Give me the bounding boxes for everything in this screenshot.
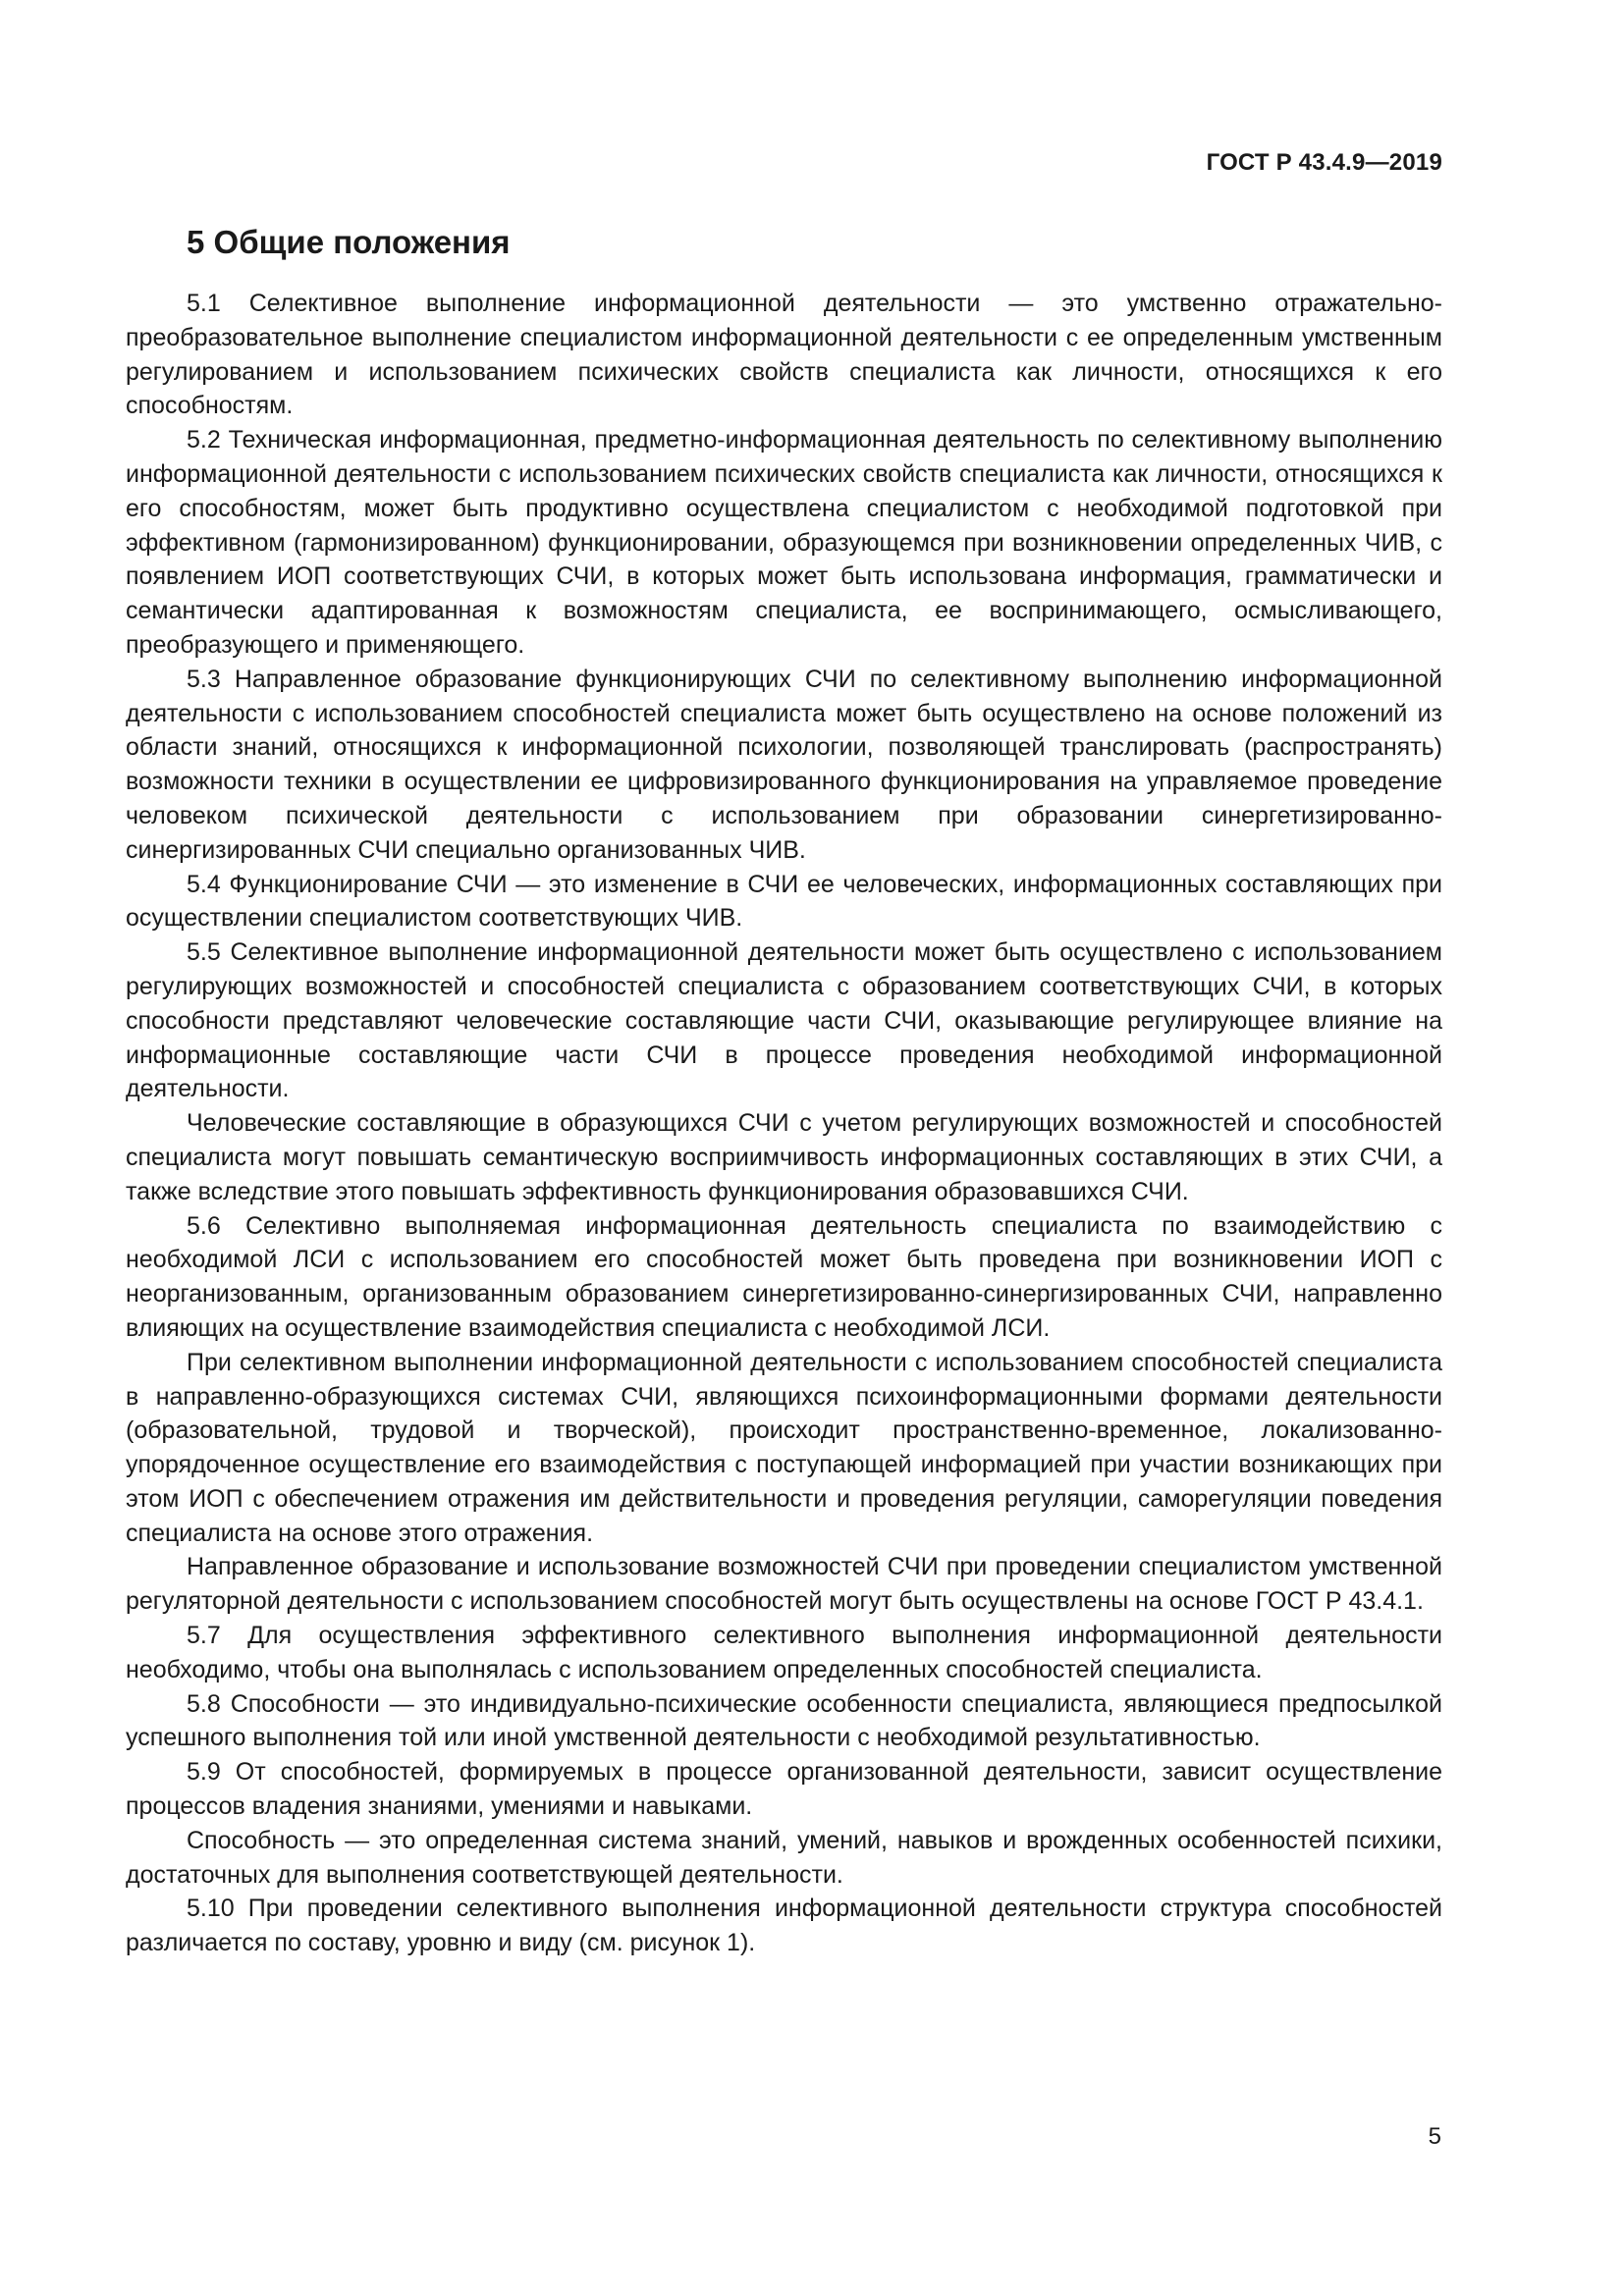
document-header: ГОСТ Р 43.4.9—2019: [1206, 149, 1442, 176]
paragraph-5-4: 5.4 Функционирование СЧИ — это изменение в СЧИ ее человеческих, информационных составляющих при осуществлении специалистом соответствующих ЧИВ.: [126, 870, 1442, 933]
paragraph-5-5-continued: Человеческие составляющие в образующихся СЧИ с учетом регулирующих возможностей и способностей специалиста могут повышать семантическую восприимчивость информационных составляющих в этих СЧИ, а также вследствие этого повышать эффективность функционирования образовавшихся СЧИ.: [126, 1109, 1442, 1205]
paragraph-5-6-continued-1: При селективном выполнении информационной деятельности с использованием способностей специалиста в направленно-образующихся системах СЧИ, являющихся психоинформационными формами деятельности (образовательной, трудовой и творческой), происходит пространственно-временное, локализованно-упорядоченное осуществление его взаимодействия с поступающей информацией при участии возникающих при этом ИОП с обеспечением отражения им действительности и проведения регуляции, саморегуляции поведения специалиста на основе этого отражения.: [126, 1348, 1442, 1547]
body-text: [126, 287, 1442, 1960]
paragraph-5-6-continued-2: Направленное образование и использование возможностей СЧИ при проведении специалистом умственной регуляторной деятельности с использованием способностей могут быть осуществлены на основе ГОСТ Р 43.4.1.: [126, 1553, 1442, 1616]
paragraph-5-5: 5.5 Селективное выполнение информационной деятельности может быть осуществлено с использованием регулирующих возможностей и способностей специалиста с образованием соответствующих СЧИ, в которых способности представляют человеческие составляющие части СЧИ, оказывающие регулирующее влияние на информационные составляющие части СЧИ в процессе проведения необходимой информационной деятельности.: [126, 938, 1442, 1103]
paragraph-5-3: 5.3 Направленное образование функционирующих СЧИ по селективному выполнению информационной деятельности с использованием способностей специалиста может быть осуществлено на основе положений из области знаний, относящихся к информационной психологии, позволяющей транслировать (распространять) возможности техники в осуществлении ее цифровизированного функционирования на управляемое проведение человеком психической деятельности с использованием при образовании синергетизированно-синергизированных СЧИ специально организованных ЧИВ.: [126, 665, 1442, 864]
page-number: 5: [1428, 2123, 1441, 2150]
paragraph-5-9: 5.9 От способностей, формируемых в процессе организованной деятельности, зависит осуществление процессов владения знаниями, умениями и навыками.: [126, 1758, 1442, 1821]
paragraph-5-2: 5.2 Техническая информационная, предметно-информационная деятельность по селективному выполнению информационной деятельности с использованием психических свойств специалиста как личности, относящихся к его способностям, может быть продуктивно осуществлена специалистом с необходимой подготовкой при эффективном (гармонизированном) функционировании, образующемся при возникновении определенных ЧИВ, с появлением ИОП соответствующих СЧИ, в которых может быть использована информация, грамматически и семантически адаптированная к возможностям специалиста, ее воспринимающего, осмысливающего, преобразующего и применяющего.: [126, 426, 1442, 659]
paragraph-5-10: 5.10 При проведении селективного выполнения информационной деятельности структура способностей различается по составу, уровню и виду (см. рисунок 1).: [126, 1895, 1442, 1957]
paragraph-5-6: 5.6 Селективно выполняемая информационная деятельность специалиста по взаимодействию с необходимой ЛСИ с использованием его способностей может быть проведена при возникновении ИОП с неорганизованным, организованным образованием синергетизированно-синергизированных СЧИ, направленно влияющих на осуществление взаимодействия специалиста с необходимой ЛСИ.: [126, 1211, 1442, 1342]
paragraph-5-7: 5.7 Для осуществления эффективного селективного выполнения информационной деятельности необходимо, чтобы она выполнялась с использованием определенных способностей специалиста.: [126, 1622, 1442, 1683]
paragraph-5-9-continued: Способность — это определенная система знаний, умений, навыков и врожденных особенностей психики, достаточных для выполнения соответствующей деятельности.: [126, 1826, 1442, 1889]
paragraph-5-8: 5.8 Способности — это индивидуально-психические особенности специалиста, являющиеся предпосылкой успешного выполнения той или иной умственной деятельности с необходимой результативностью.: [126, 1689, 1442, 1752]
paragraph-5-1: 5.1 Селективное выполнение информационной деятельности — это умственно отражательно-преобразовательное выполнение специалистом информационной деятельности с ее определенным умственным регулированием и использованием психических свойств специалиста как личности, относящихся к его способностям.: [126, 290, 1442, 420]
section-title: 5 Общие положения: [187, 224, 511, 260]
